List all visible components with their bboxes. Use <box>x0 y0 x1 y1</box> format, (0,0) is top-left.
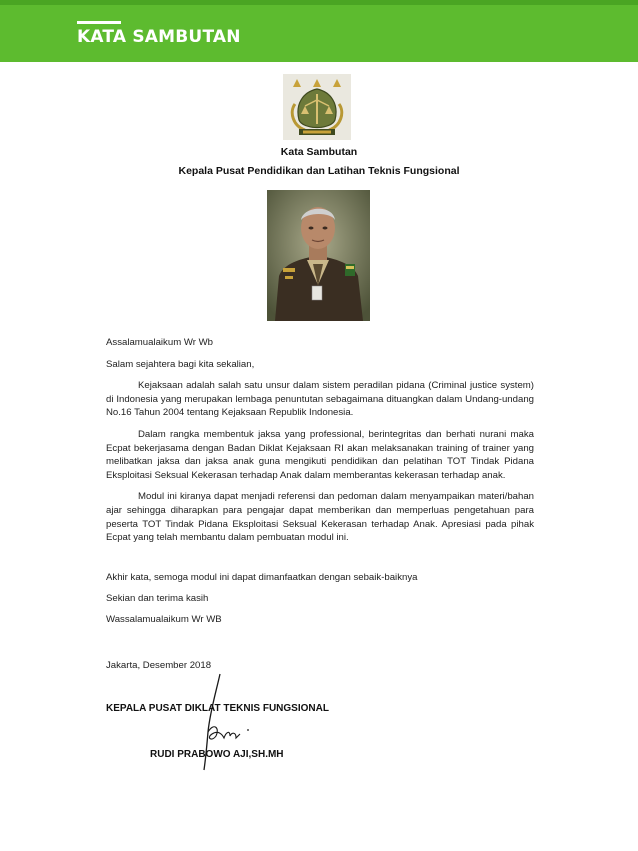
signer-name: RUDI PRABOWO AJI,SH.MH <box>150 749 284 760</box>
closing-remark: Akhir kata, semoga modul ini dapat dimanfaatkan dengan sebaik-baiknya <box>106 572 418 583</box>
heading-kata-sambutan: Kata Sambutan <box>280 146 358 158</box>
salutation: Salam sejahtera bagi kita sekalian, <box>106 358 255 370</box>
letter-body <box>106 336 534 553</box>
heading-kepala-pusat: Kepala Pusat Pendidikan dan Latihan Teknis Fungsional <box>178 165 460 177</box>
header-accent-bar <box>77 21 121 24</box>
kejaksaan-emblem-icon <box>283 74 351 140</box>
greeting: Assalamualaikum Wr Wb <box>106 337 213 348</box>
signer-title: KEPALA PUSAT DIKLAT TEKNIS FUNGSIONAL <box>106 703 329 714</box>
closing-thanks: Sekian dan terima kasih <box>106 593 209 604</box>
page-title: KATA SAMBUTAN <box>77 27 241 47</box>
header-top-stripe <box>0 0 638 5</box>
official-portrait <box>267 190 370 321</box>
closing-farewell: Wassalamualaikum Wr WB <box>106 614 222 625</box>
paragraph-1: Kejaksaan adalah salah satu unsur dalam sistem peradilan pidana (Criminal justice system) di Indonesia yang merupakan lembaga penuntutan sebagaimana dituangkan dalam Undang-undang No.16 Tahun 2004 tentang Kejaksaan Republik Indonesia. <box>106 380 534 419</box>
paragraph-3: Modul ini kiranya dapat menjadi referensi dan pedoman dalam menyampaikan materi/bahan ajar sehingga diharapkan para pengajar dapat memberikan dan memperluas pengetahuan para peserta TOT Tindak Pidana Eksploitasi Seksual Kekerasan terhadap Anak. Apresiasi pada pihak Ecpat yang telah membantu dalam pembuatan modul ini. <box>106 491 534 544</box>
place-date: Jakarta, Desember 2018 <box>106 660 212 671</box>
header-banner <box>0 0 638 62</box>
paragraph-2: Dalam rangka membentuk jaksa yang professional, berintegritas dan berhati nurani maka Ecpat bekerjasama dengan Badan Diklat Kejaksaan RI akan melaksanakan training of trainer yang melibatkan jaksa dan jaksa anak guna mengikuti pendidikan dan pelatihan TOT Tindak Pidana Eksploitasi Seksual Kekerasan terhadap Anak dalam memberantas kekerasan terhadap anak. <box>106 428 534 481</box>
